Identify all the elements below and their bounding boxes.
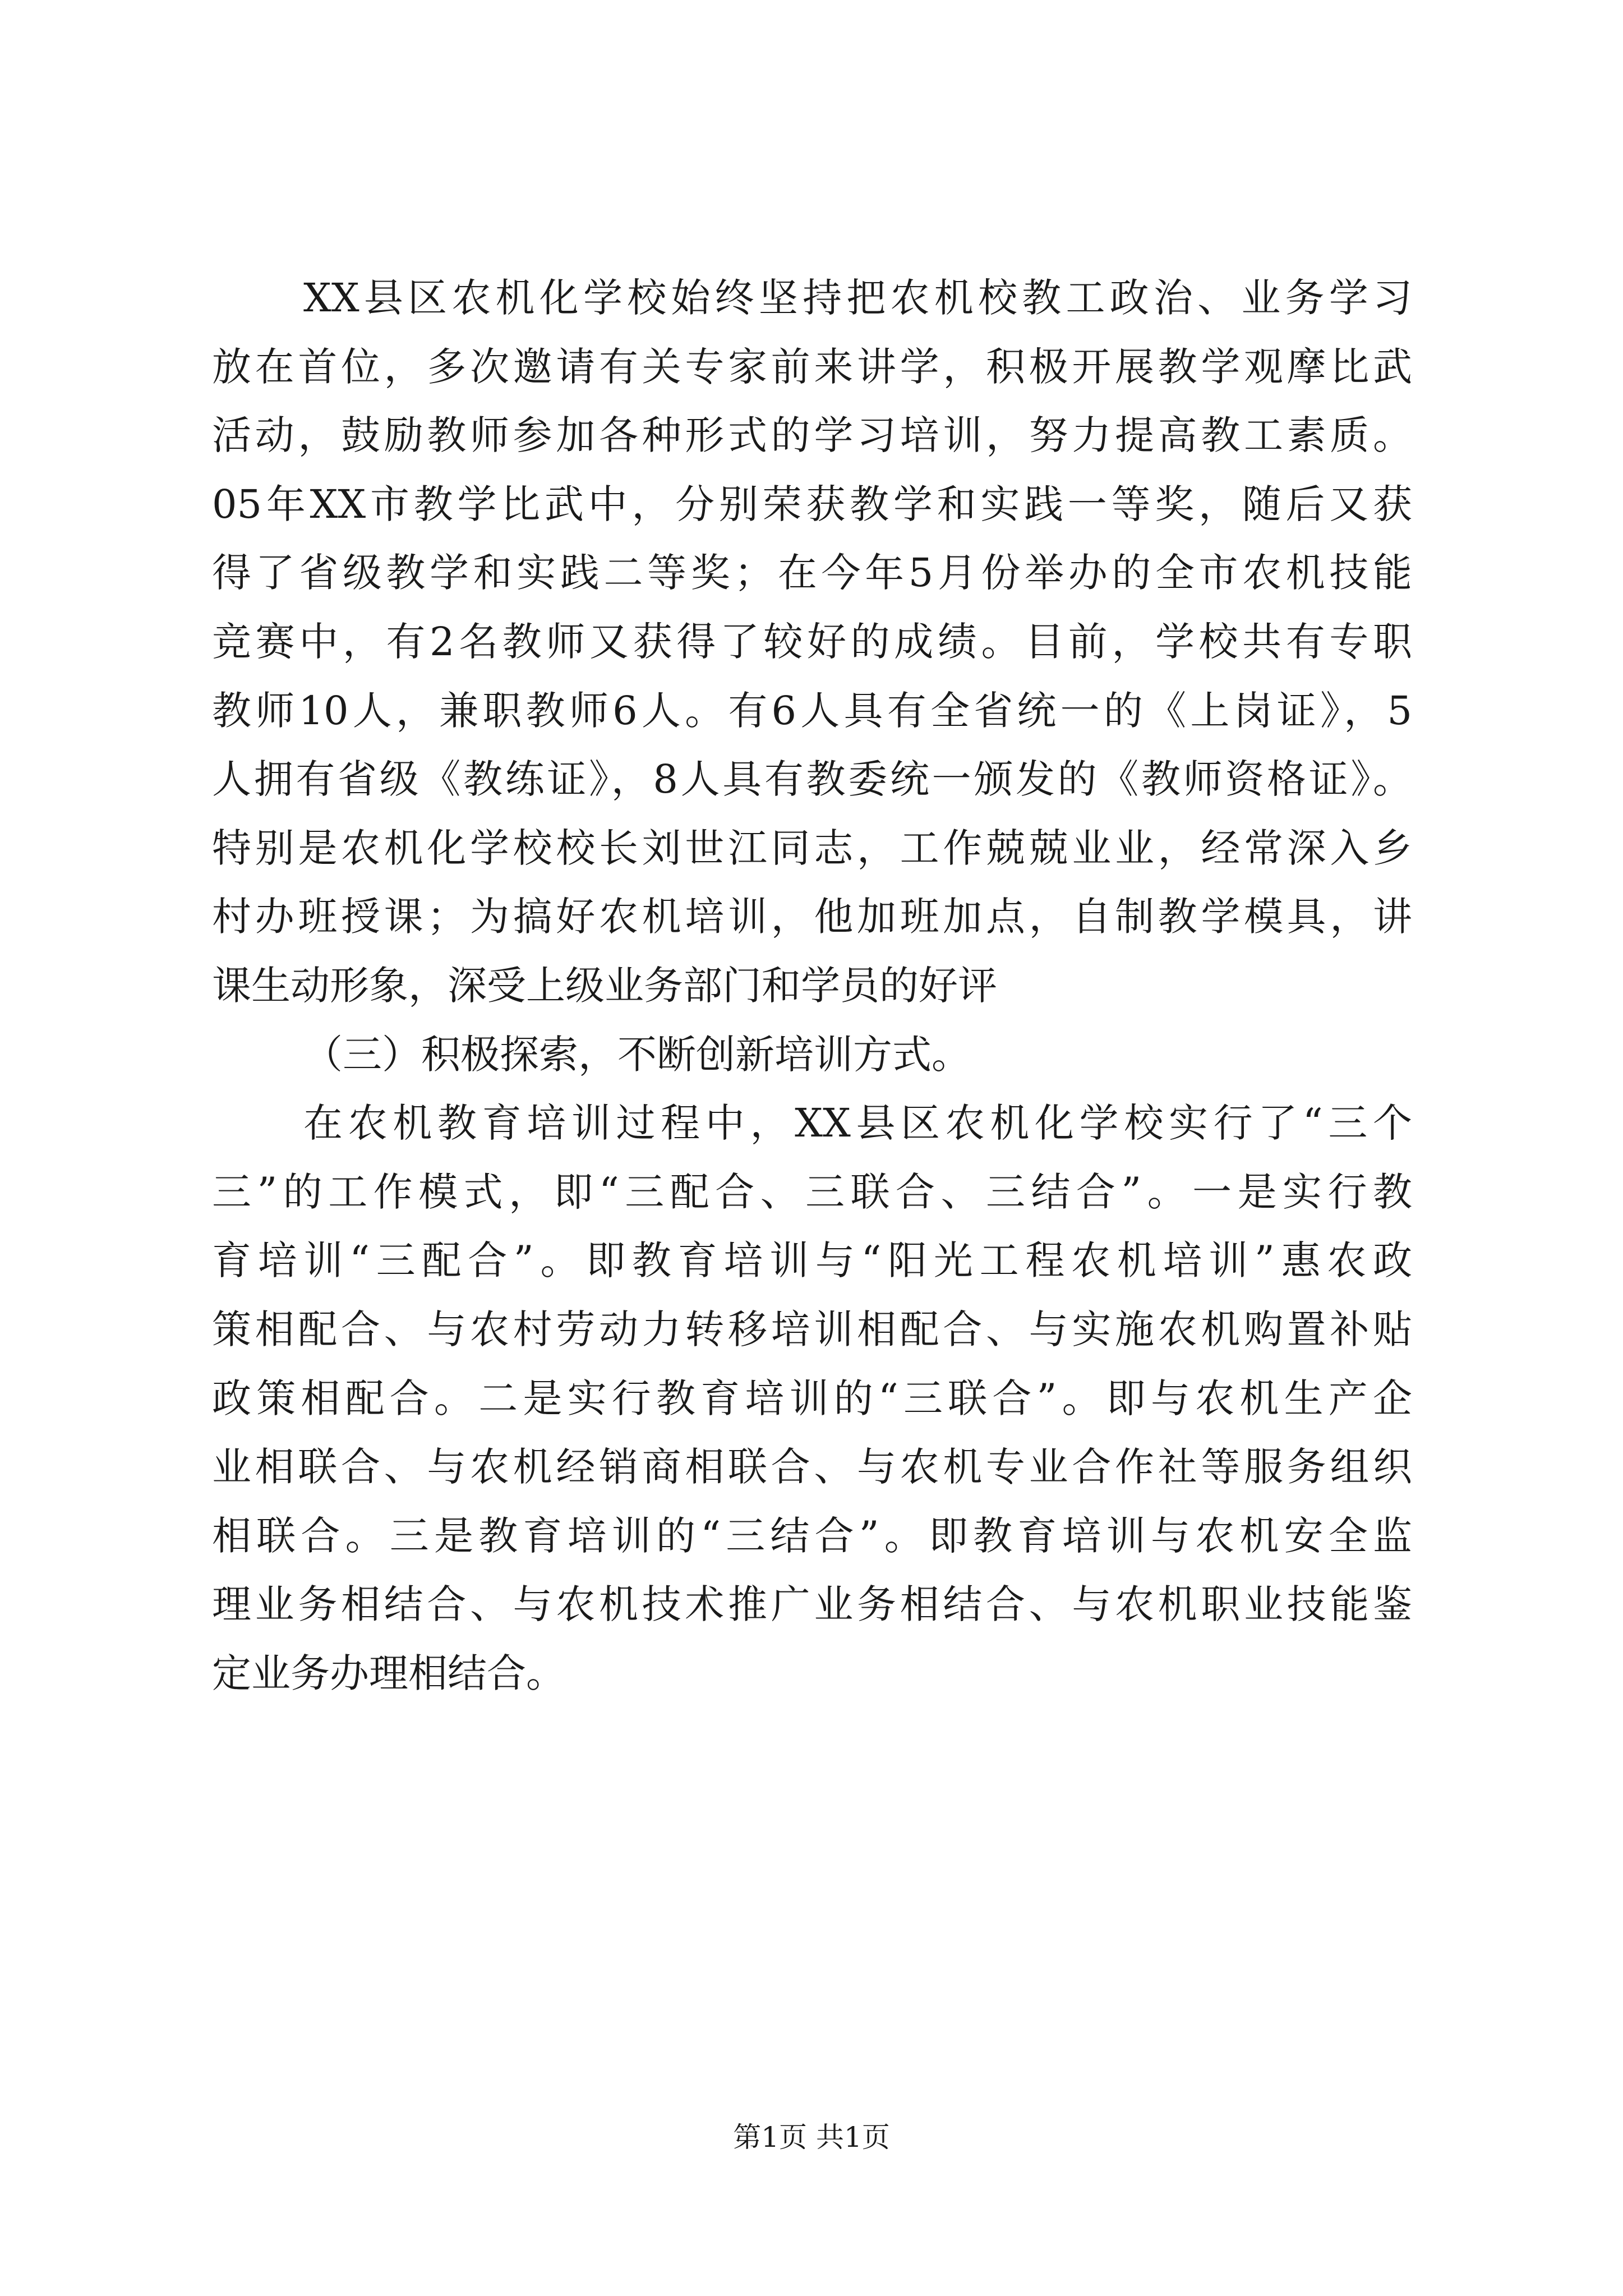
text-line: XX县区农机化学校始终坚持把农机校教工政治、业务学习 [303, 275, 1412, 321]
text-line: 育培训“三配合”。即教育培训与“阳光工程农机培训”惠农政 [212, 1237, 1412, 1284]
text-line: 人拥有省级《教练证》，8人具有教委统一颁发的《教师资格证》。 [212, 756, 1412, 803]
text-line: 教师10人，兼职教师6人。有6人具有全省统一的《上岗证》，5 [212, 687, 1412, 734]
text-line: 村办班授课；为搞好农机培训，他加班加点，自制教学模具，讲 [212, 894, 1412, 940]
text-line: 业相联合、与农机经销商相联合、与农机专业合作社等服务组织 [212, 1444, 1412, 1490]
section-heading: （三）积极探索，不断创新培训方式。 [303, 1031, 971, 1078]
page-number-footer: 第1页 共1页 [733, 2121, 890, 2154]
text-line: 竞赛中，有2名教师又获得了较好的成绩。目前，学校共有专职 [212, 618, 1412, 665]
text-line: 放在首位，多次邀请有关专家前来讲学，积极开展教学观摩比武 [212, 343, 1412, 390]
text-line: 活动，鼓励教师参加各种形式的学习培训，努力提高教工素质。 [212, 412, 1412, 459]
text-line: 理业务相结合、与农机技术推广业务相结合、与农机职业技能鉴 [212, 1581, 1412, 1628]
text-line: 政策相配合。二是实行教育培训的“三联合”。即与农机生产企 [212, 1375, 1412, 1421]
text-line: 三”的工作模式，即“三配合、三联合、三结合”。一是实行教 [212, 1168, 1412, 1215]
text-line: 策相配合、与农村劳动力转移培训相配合、与实施农机购置补贴 [212, 1306, 1412, 1352]
text-line: 课生动形象，深受上级业务部门和学员的好评 [212, 962, 997, 1009]
text-line: 05年XX市教学比武中，分别荣获教学和实践一等奖，随后又获 [212, 481, 1412, 527]
text-line: 定业务办理相结合。 [212, 1650, 565, 1696]
text-line: 在农机教育培训过程中，XX县区农机化学校实行了“三个 [303, 1100, 1412, 1147]
document-body [212, 264, 1412, 1708]
text-line: 相联合。三是教育培训的“三结合”。即教育培训与农机安全监 [212, 1512, 1412, 1559]
text-line: 得了省级教学和实践二等奖；在今年5月份举办的全市农机技能 [212, 550, 1412, 596]
text-line: 特别是农机化学校校长刘世江同志，工作兢兢业业，经常深入乡 [212, 825, 1412, 871]
